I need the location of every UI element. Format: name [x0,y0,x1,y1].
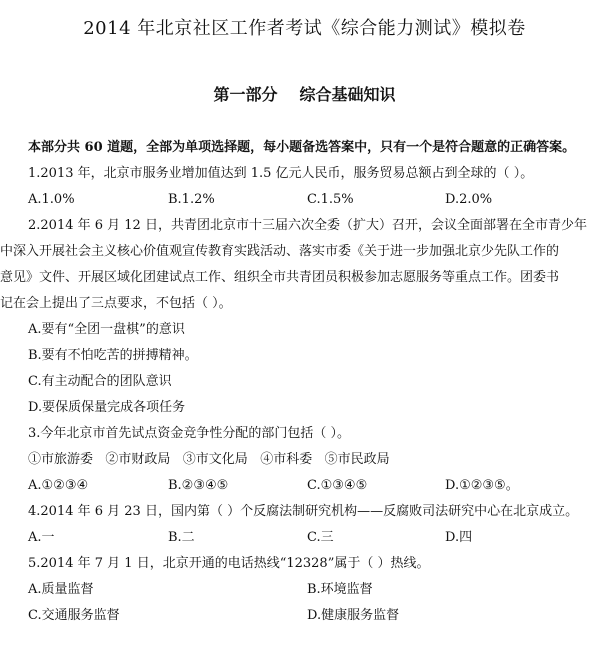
question-2-stem-line: 意见》文件、开展区域化团建试点工作、组织全市共青团员积极参加志愿服务等重点工作。团委书 [0,270,560,285]
option-a: A.①②③④ [28,478,89,493]
option-c: C.交通服务监督 [28,608,120,623]
option-a: A.质量监督 [28,582,94,597]
option-a: A.要有“全团一盘棋”的意识 [28,322,185,337]
section-name: 综合基础知识 [299,85,396,104]
section-part: 第一部分 [213,85,278,104]
option-b: B.二 [168,530,195,545]
option-c: C.三 [307,530,334,545]
question-3-stem: 3.今年北京市首先试点资金竞争性分配的部门包括（ ）。 [28,426,351,441]
question-list [0,135,609,629]
option-b: B.要有不怕吃苦的拼搏精神。 [28,348,198,363]
question-4-options [0,525,609,551]
option-b: B.②③④⑤ [168,478,229,493]
question-4-stem: 4.2014 年 6 月 23 日，国内第（ ）个反腐法制研究机构——反腐败司法研究中心在北京成立。 [28,504,579,519]
section-intro: 本部分共 60 道题，全部为单项选择题，每小题备选答案中，只有一个是符合题意的正确答案。 [28,140,576,155]
option-c: C.1.5% [307,192,354,207]
question-5-stem: 5.2014 年 7 月 1 日，北京开通的电话热线“12328”属于（ ）热线。 [28,556,430,571]
question-1-options [0,187,609,213]
question-3-items: ①市旅游委 ②市财政局 ③市文化局 ④市科委 ⑤市民政局 [28,452,390,467]
question-1-stem: 1.2013 年，北京市服务业增加值达到 1.5 亿元人民币，服务贸易总额占到全球的（ ）。 [28,166,534,181]
option-c: C.①③④⑤ [307,478,368,493]
option-d: D.①②③⑤。 [445,478,519,493]
option-c: C.有主动配合的团队意识 [28,374,172,389]
question-5-options-ab [0,577,609,603]
question-3-options [0,473,609,499]
question-2-stem-line: 2.2014 年 6 月 12 日，共青团北京市十三届六次全委（扩大）召开，会议全面部署在全市青少年 [28,218,587,233]
option-a: A.1.0% [28,192,75,207]
question-2-stem-line: 中深入开展社会主义核心价值观宣传教育实践活动、落实市委《关于进一步加强北京少先队工作的 [0,244,560,259]
question-5-options-cd [0,603,609,629]
option-d: D.四 [445,530,473,545]
option-a: A.一 [28,530,55,545]
option-d: D.2.0% [445,192,493,207]
question-2-stem-line: 记在会上提出了三点要求，不包括（ ）。 [0,296,232,311]
document-title: 2014 年北京社区工作者考试《综合能力测试》模拟卷 [83,18,526,39]
option-d: D.健康服务监督 [307,608,400,623]
option-b: B.1.2% [168,192,215,207]
option-b: B.环境监督 [307,582,373,597]
section-heading [0,82,609,105]
option-d: D.要保质保量完成各项任务 [28,400,186,415]
